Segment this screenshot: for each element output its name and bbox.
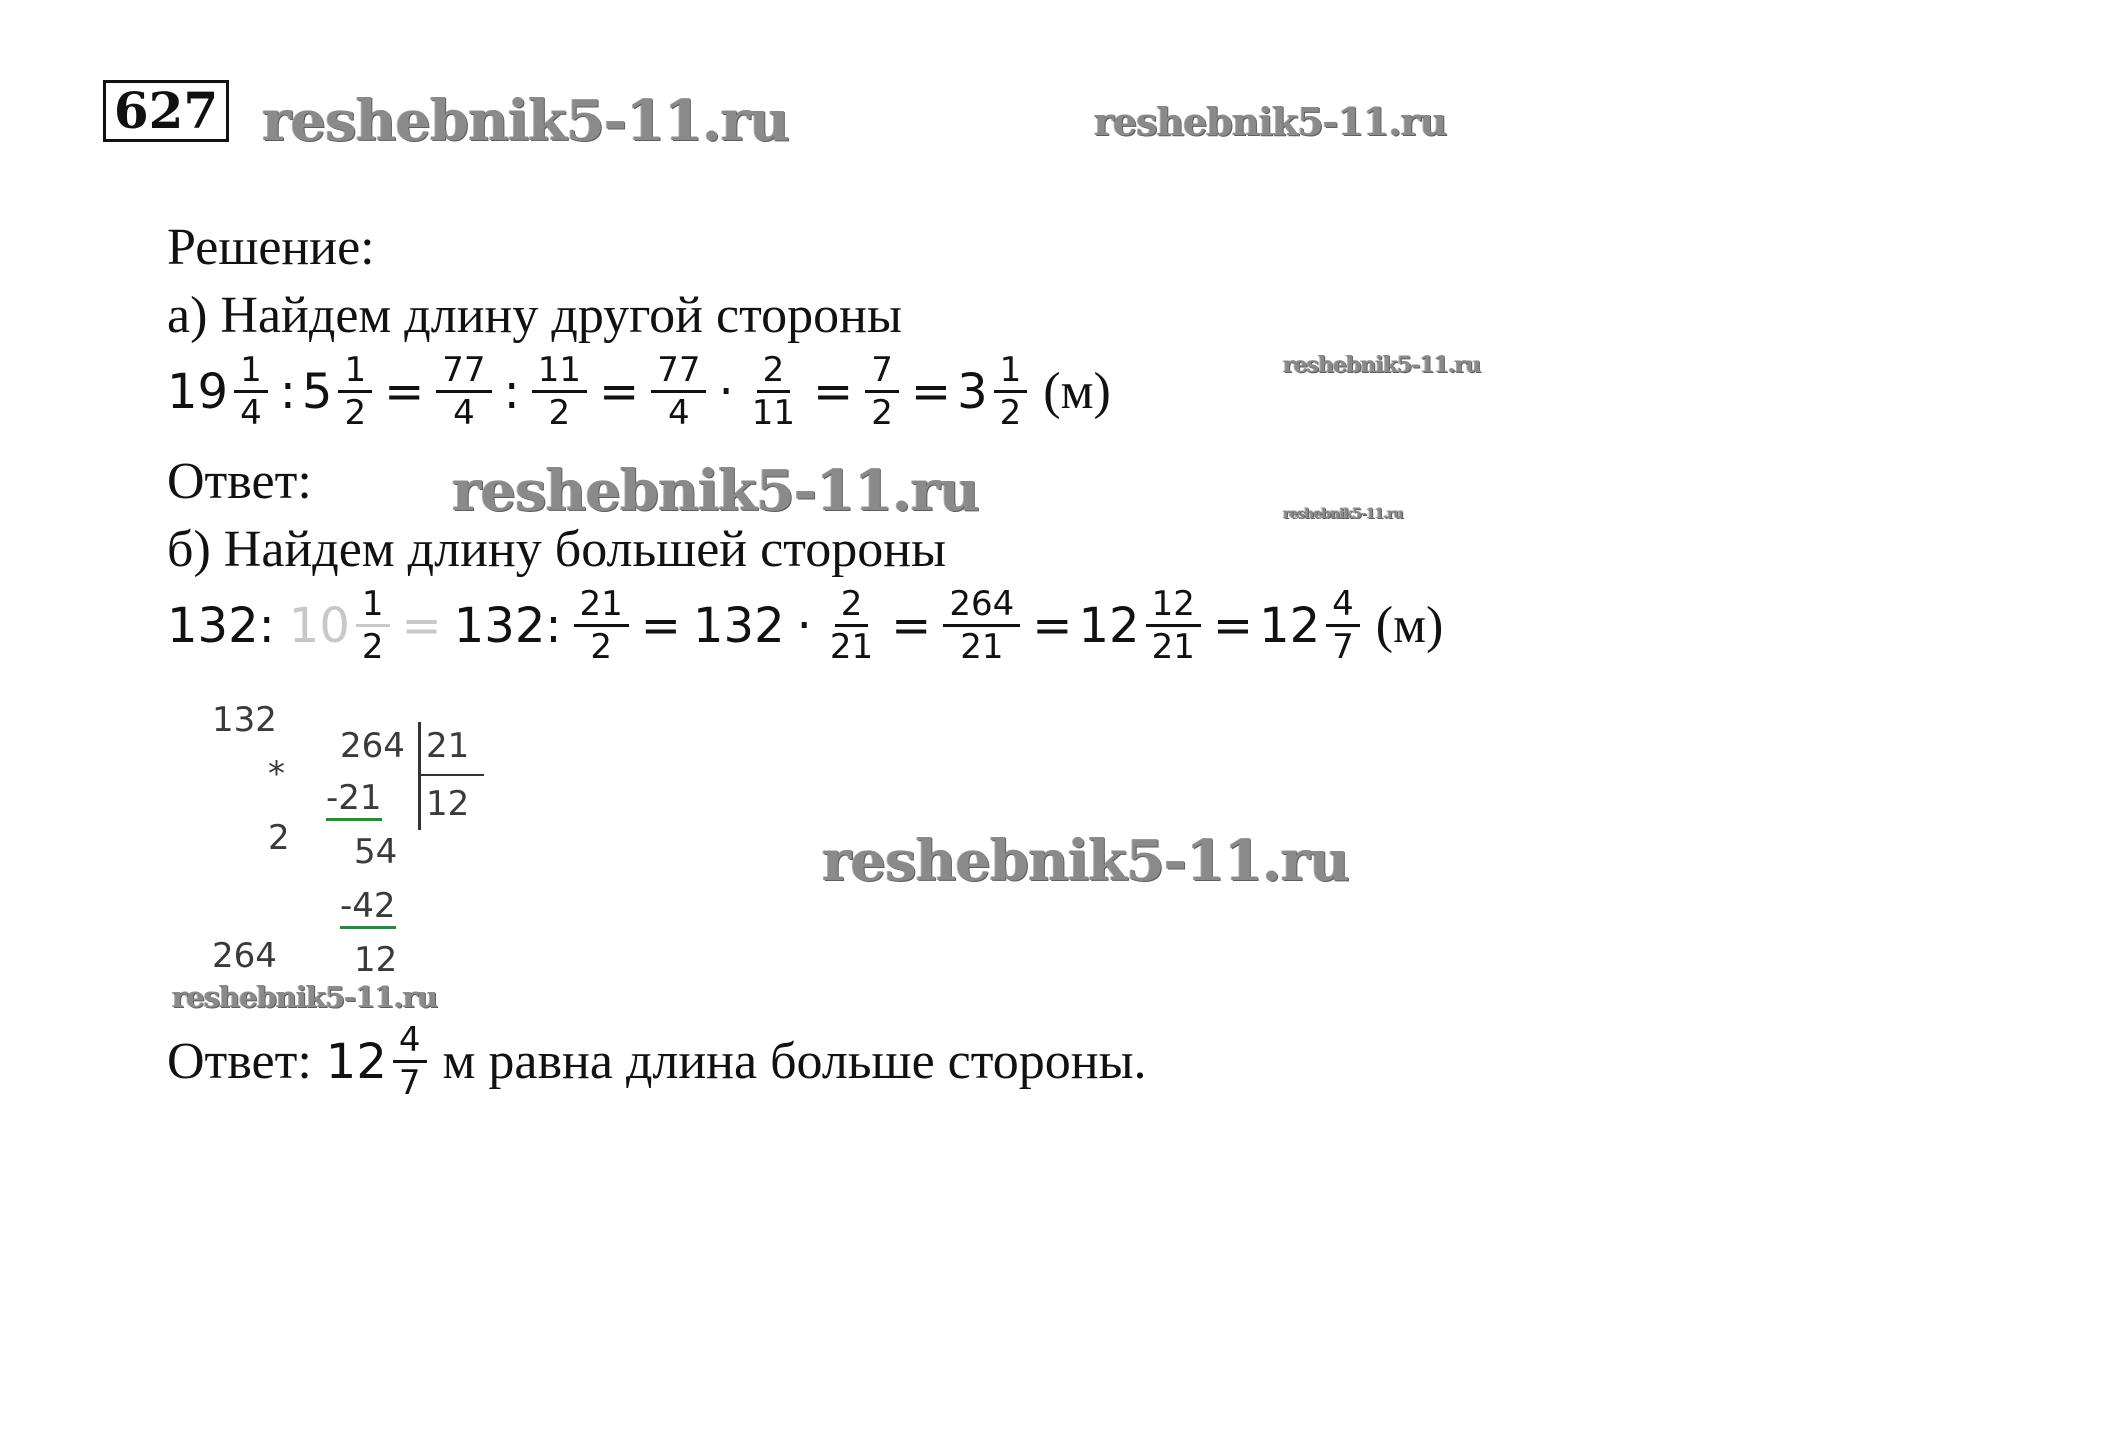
- denominator: 21: [829, 627, 874, 667]
- mult-operator: *: [268, 754, 285, 794]
- division-bar: [418, 722, 421, 830]
- part-a-expression: [167, 350, 1111, 433]
- operator: :: [279, 363, 296, 420]
- mixed-number: [302, 350, 378, 433]
- fraction: [824, 584, 879, 667]
- fraction: [746, 350, 801, 433]
- final-answer: [167, 1020, 1147, 1103]
- part-b-expression: [167, 584, 1443, 667]
- dividend: 132:: [453, 597, 562, 654]
- div-remainder: 12: [354, 940, 398, 980]
- equals: =: [1032, 597, 1073, 654]
- whole: 12: [1259, 597, 1321, 654]
- denominator: 2: [871, 393, 893, 433]
- numerator: 2: [835, 584, 869, 627]
- denominator: 2: [999, 393, 1022, 433]
- div-dividend: 264: [340, 726, 405, 766]
- equals: =: [640, 597, 682, 654]
- fraction: [532, 350, 587, 433]
- div-step: 54: [354, 832, 398, 872]
- denominator: 4: [240, 393, 262, 433]
- equals: =: [401, 597, 442, 654]
- mixed-number: [167, 350, 274, 433]
- whole: 3: [957, 363, 988, 420]
- mixed-number: [326, 1020, 433, 1103]
- denominator: 7: [1332, 627, 1354, 667]
- part-a-heading: а) Найдем длину другой стороны: [167, 287, 902, 344]
- numerator: 11: [532, 350, 587, 393]
- mult-result: 264: [212, 936, 277, 976]
- denominator: 21: [960, 627, 1004, 667]
- fraction: [994, 350, 1028, 433]
- equals: =: [599, 363, 640, 420]
- fraction: [393, 1020, 427, 1103]
- div-divisor: 21: [426, 726, 470, 766]
- answer-text: м равна длина больше стороны.: [442, 1033, 1147, 1090]
- denominator: 4: [453, 393, 475, 433]
- part-b-heading: б) Найдем длину большей стороны: [167, 521, 947, 578]
- mixed-number: [957, 350, 1033, 433]
- denominator: 2: [548, 393, 571, 433]
- fraction: [356, 584, 390, 667]
- factor: 132: [693, 597, 785, 654]
- whole: 19: [167, 363, 229, 420]
- watermark: reshebnik5-11.ru: [452, 458, 979, 524]
- division-line: [420, 774, 484, 776]
- watermark: reshebnik5-11.ru: [822, 828, 1349, 894]
- fraction: [1326, 584, 1360, 667]
- mult-bottom: 2: [268, 818, 290, 858]
- equals: =: [891, 597, 932, 654]
- fraction: [338, 350, 372, 433]
- fraction: [436, 350, 491, 433]
- numerator: 77: [436, 350, 491, 393]
- div-quotient: 12: [426, 784, 470, 824]
- fraction: [1146, 584, 1201, 667]
- numerator: 12: [1146, 584, 1201, 627]
- numerator: 2: [757, 350, 791, 393]
- numerator: 21: [574, 584, 629, 627]
- equals: =: [384, 363, 425, 420]
- equals: =: [910, 363, 952, 420]
- mult-top: 132: [212, 700, 277, 740]
- numerator: 77: [651, 350, 706, 393]
- equals: =: [1212, 597, 1254, 654]
- fraction: [574, 584, 629, 667]
- dividend: 132:: [167, 597, 275, 654]
- operator: :: [503, 363, 520, 420]
- whole: 10: [288, 597, 350, 654]
- fraction: [651, 350, 706, 433]
- numerator: 1: [994, 350, 1028, 393]
- watermark: reshebnik5-11.ru: [172, 980, 438, 1014]
- numerator: 1: [234, 350, 268, 393]
- watermark: reshebnik5-11.ru: [262, 88, 789, 154]
- denominator: 2: [361, 627, 384, 667]
- numerator: 1: [356, 584, 390, 627]
- problem-number: 627: [103, 80, 229, 142]
- denominator: 11: [751, 393, 796, 433]
- div-step: -21: [326, 778, 382, 821]
- denominator: 7: [398, 1063, 421, 1103]
- numerator: 7: [865, 350, 899, 393]
- denominator: 21: [1151, 627, 1195, 667]
- multiply-dot: ·: [718, 363, 734, 420]
- mixed-number: [1259, 584, 1366, 667]
- unit: (м): [1375, 597, 1444, 654]
- solution-label: Решение:: [167, 219, 375, 276]
- mixed-number: [289, 584, 396, 667]
- equals: =: [813, 363, 854, 420]
- whole: 5: [301, 363, 333, 420]
- whole: 12: [325, 1033, 387, 1090]
- numerator: 4: [1326, 584, 1360, 627]
- whole: 12: [1078, 597, 1140, 654]
- denominator: 4: [668, 393, 690, 433]
- watermark: reshebnik5-11.ru: [1283, 506, 1403, 522]
- multiply-dot: ·: [796, 597, 812, 654]
- numerator: 264: [943, 584, 1020, 627]
- numerator: 4: [393, 1020, 427, 1063]
- answer-label: Ответ:: [167, 453, 312, 510]
- denominator: 2: [344, 393, 367, 433]
- numerator: 1: [338, 350, 372, 393]
- fraction: [234, 350, 268, 433]
- denominator: 2: [590, 627, 612, 667]
- div-step: -42: [340, 886, 396, 929]
- mixed-number: [1079, 584, 1207, 667]
- unit: (м): [1043, 363, 1111, 420]
- fraction: [865, 350, 899, 433]
- answer-label: Ответ:: [167, 1033, 312, 1090]
- watermark: reshebnik5-11.ru: [1094, 99, 1447, 144]
- fraction: [943, 584, 1020, 667]
- watermark: reshebnik5-11.ru: [1283, 352, 1481, 378]
